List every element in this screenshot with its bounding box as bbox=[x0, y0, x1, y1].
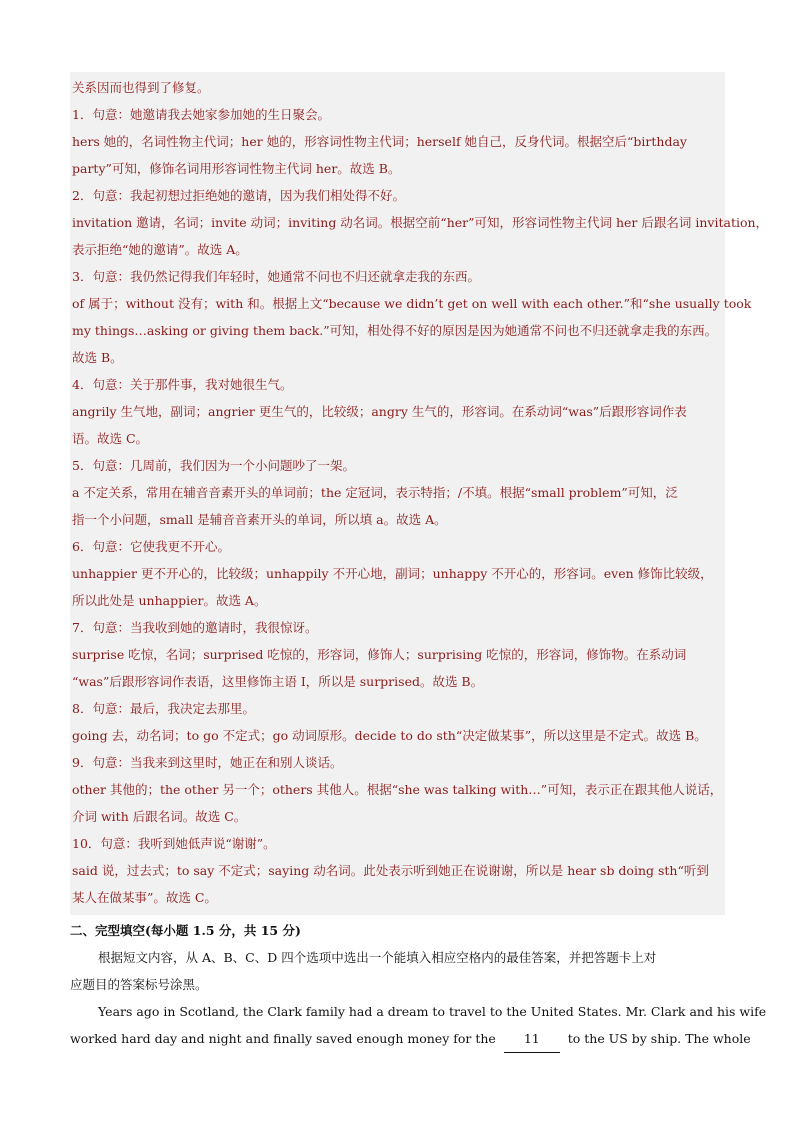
answer-line: 语。故选 C。 bbox=[72, 431, 149, 446]
answer-line: 2．句意：我起初想过拒绝她的邀请，因为我们相处得不好。 bbox=[72, 188, 405, 203]
answer-line: of 属于；without 没有；with 和。根据上文“because we didn’t get on well with each other.”和“she usually took bbox=[72, 296, 752, 311]
answer-line: hers 她的，名词性物主代词；her 她的，形容词性物主代词；herself 她自己，反身代词。根据空后“birthday bbox=[72, 134, 687, 149]
answer-line: party”可知，修饰名词用形容词性物主代词 her。故选 B。 bbox=[72, 161, 401, 176]
answer-line: 关系因而也得到了修复。 bbox=[72, 80, 210, 95]
answer-line: 1．句意：她邀请我去她家参加她的生日聚会。 bbox=[72, 107, 330, 122]
answer-line: 故选 B。 bbox=[72, 350, 123, 365]
answer-line: 所以此处是 unhappier。故选 A。 bbox=[72, 593, 267, 608]
answer-line: a 不定关系，常用在辅音音素开头的单词前；the 定冠词，表示特指；/不填。根据“small problem”可知，泛 bbox=[72, 485, 678, 500]
passage-line-2-start: worked hard day and night and finally saved enough money for the bbox=[70, 1031, 496, 1046]
passage-line-2 bbox=[70, 1025, 751, 1053]
answer-line: 8．句意：最后，我决定去那里。 bbox=[72, 701, 255, 716]
answer-line: 5．句意：几周前，我们因为一个小问题吵了一架。 bbox=[72, 458, 355, 473]
answer-line: 3．句意：我仍然记得我们年轻时，她通常不问也不归还就拿走我的东西。 bbox=[72, 269, 480, 284]
document-page bbox=[70, 72, 769, 1053]
answer-line: other 其他的；the other 另一个；others 其他人。根据“she was talking with…”可知，表示正在跟其他人说话， bbox=[72, 782, 723, 797]
section-heading: 二、完型填空(每小题 1.5 分，共 15 分) bbox=[70, 923, 301, 938]
instruction-line-2: 应题目的答案标号涂黑。 bbox=[70, 977, 208, 992]
answer-line: my things…asking or giving them back.”可知，相处得不好的原因是因为她通常不问也不归还就拿走我的东西。 bbox=[72, 323, 718, 338]
answer-line: said 说，过去式；to say 不定式；saying 动名词。此处表示听到她正在说谢谢，所以是 hear sb doing sth“听到 bbox=[72, 863, 709, 878]
answer-line: 某人在做某事”。故选 C。 bbox=[72, 890, 217, 905]
cloze-blank-11[interactable]: 11 bbox=[504, 1025, 560, 1053]
instruction-line-1: 根据短文内容，从 A、B、C、D 四个选项中选出一个能填入相应空格内的最佳答案，并把答题卡上对 bbox=[98, 950, 657, 965]
answer-explanations bbox=[70, 72, 769, 915]
answer-line: 指一个小问题，small 是辅音音素开头的单词，所以填 a。故选 A。 bbox=[72, 512, 447, 527]
passage-line-1: Years ago in Scotland, the Clark family had a dream to travel to the United States. Mr. Clark and his wife bbox=[98, 1004, 767, 1019]
answer-line: 6．句意：它使我更不开心。 bbox=[72, 539, 230, 554]
answer-line: going 去，动名词；to go 不定式；go 动词原形。decide to do sth“决定做某事”，所以这里是不定式。故选 B。 bbox=[72, 728, 707, 743]
answer-line: angrily 生气地，副词；angrier 更生气的，比较级；angry 生气的，形容词。在系动词“was”后跟形容词作表 bbox=[72, 404, 687, 419]
answer-line: 7．句意：当我收到她的邀请时，我很惊讶。 bbox=[72, 620, 318, 635]
answer-line: 介词 with 后跟名词。故选 C。 bbox=[72, 809, 247, 824]
answer-line: “was”后跟形容词作表语，这里修饰主语 I，所以是 surprised。故选 B。 bbox=[72, 674, 484, 689]
passage-line-2-end: to the US by ship. The whole bbox=[567, 1031, 751, 1046]
answer-line: surprise 吃惊，名词；surprised 吃惊的，形容词，修饰人；surprising 吃惊的，形容词，修饰物。在系动词 bbox=[72, 647, 687, 662]
answer-line: unhappier 更不开心的，比较级；unhappily 不开心地，副词；unhappy 不开心的，形容词。even 修饰比较级， bbox=[72, 566, 713, 581]
answer-line: invitation 邀请，名词；invite 动词；inviting 动名词。根据空前“her”可知，形容词性物主代词 her 后跟名词 invitation， bbox=[72, 215, 769, 230]
answer-line: 表示拒绝“她的邀请”。故选 A。 bbox=[72, 242, 248, 257]
answer-line: 10．句意：我听到她低声说“谢谢”。 bbox=[72, 836, 276, 851]
answer-line: 9．句意：当我来到这里时，她正在和别人谈话。 bbox=[72, 755, 343, 770]
answer-line: 4．句意：关于那件事，我对她很生气。 bbox=[72, 377, 293, 392]
